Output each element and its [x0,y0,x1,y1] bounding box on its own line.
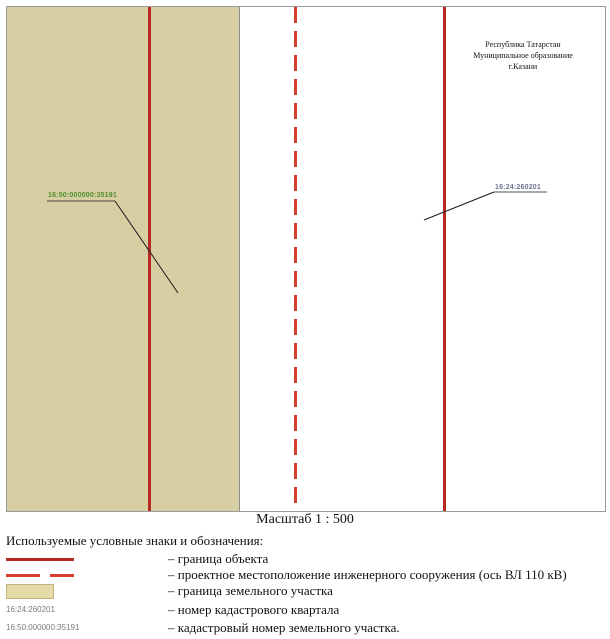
quarter-label-leader [424,192,494,220]
scale-label: Масштаб 1 : 500 [256,512,354,527]
quarter-cadastral-label: 16:24:260201 [495,184,541,191]
parcel-label-leader [115,201,178,293]
leader-lines [7,7,605,511]
legend-symbol-fill [6,584,54,599]
legend-item-quarter-number [6,602,606,620]
legend-text: – кадастровый номер земельного участка. [168,620,400,635]
map-frame [6,6,606,512]
legend-symbol-dashed-line [6,574,74,577]
legend-text: – граница объекта [168,551,269,566]
legend-text: – номер кадастрового квартала [168,602,340,617]
legend-symbol-parcel-sample: 16:50:000000:35191 [6,623,80,632]
admin-line-1: Республика Татарстан [485,40,561,49]
legend-title: Используемые условные знаки и обозначения: [6,533,264,548]
admin-line-2: Муниципальное образование [473,51,573,60]
legend-symbol-quarter-sample: 16:24:260201 [6,605,55,614]
legend-item-parcel-number [6,620,606,638]
administrative-title [465,39,581,72]
admin-line-3: г.Казани [508,62,538,71]
legend-symbol-solid-line [6,558,74,561]
legend-text: – проектное местоположение инженерного сооружения (ось ВЛ 110 кВ) [168,567,567,582]
legend-item-parcel-boundary [6,583,606,601]
legend-text: – граница земельного участка [168,583,333,598]
parcel-cadastral-label: 16:50:000000:35191 [48,192,117,199]
